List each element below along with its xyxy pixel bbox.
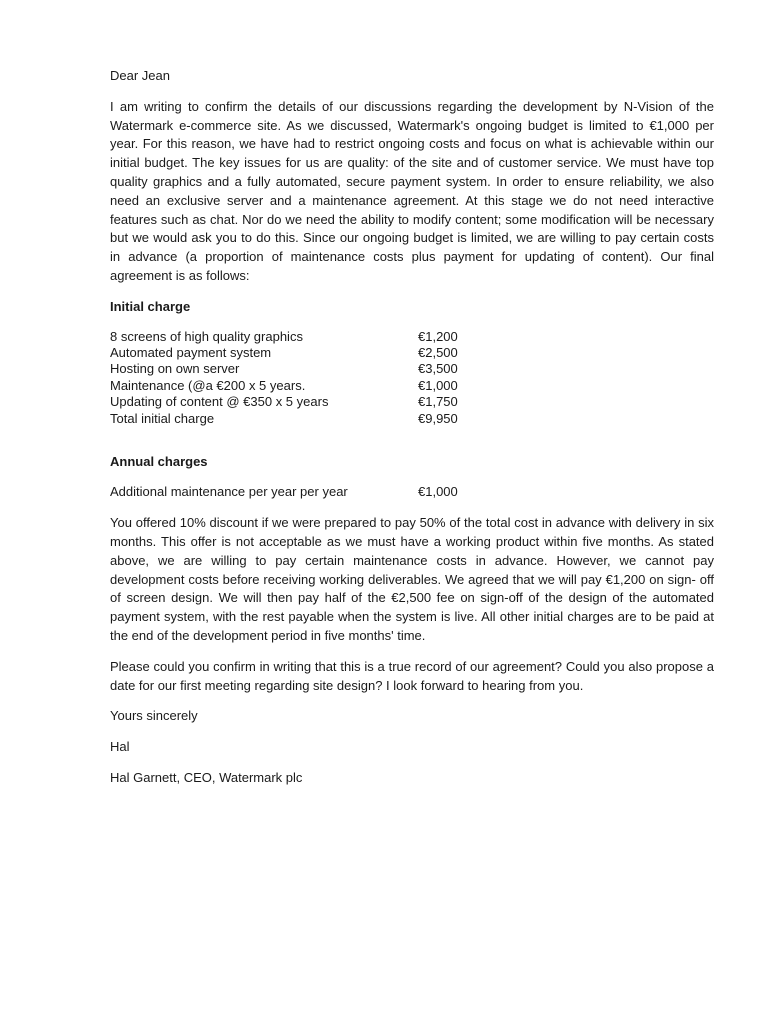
table-row [110,345,538,361]
charge-amount: €3,500 [418,361,458,377]
table-row [110,329,538,345]
charge-label: Updating of content @ €350 x 5 years [110,394,329,410]
discount-paragraph: You offered 10% discount if we were prepared to pay 50% of the total cost in advance with delivery in six months. This offer is not acceptable as we must have a working product within five months. As stated above, we are willing to pay certain maintenance costs in advance. However, we cannot pay development costs before receiving working deliverables. We agreed that we will pay €1,200 on sign- off of screen design. We will then pay half of the €2,500 fee on sign-off of the design of the automated payment system, with the rest payable when the system is live. All other initial charges are to be paid at the end of the development period in five months' time. [110,515,714,643]
salutation: Dear Jean [110,68,170,83]
charge-label: 8 screens of high quality graphics [110,328,303,344]
charge-label: Additional maintenance per year per year [110,483,348,499]
annual-charges-heading: Annual charges [110,454,208,469]
table-row [110,394,538,410]
charge-label: Automated payment system [110,344,272,360]
signature-full: Hal Garnett, CEO, Watermark plc [110,769,303,785]
closing-paragraph: Please could you confirm in writing that this is a true record of our agreement? Could you also propose a date for our first meeting regarding site design? I look forward to hearing from you. [110,658,714,693]
intro-paragraph: I am writing to confirm the details of our discussions regarding the development by N-Vision of the Watermark e-commerce site. As we discussed, Watermark's ongoing budget is limited to €1,000 per year. For this reason, we have had to restrict ongoing costs and focus on what is achievable within our initial budget. The key issues for us are quality: of the site and of customer service. We must have top quality graphics and a fully automated, secure payment system. In order to ensure reliability, we also need an exclusive server and a maintenance agreement. At this stage we do not need interactive features such as chat. Nor do we need the ability to modify content; some modification will be necessary but we would ask you to do this. Since our ongoing budget is limited, we are willing to pay certain costs in advance (a proportion of maintenance costs plus payment for updating of content). Our final agreement is as follows: [110,98,714,283]
table-row [110,484,538,500]
table-row [110,411,538,427]
table-row [110,378,538,394]
annual-charges-table [110,484,538,500]
charge-amount: €1,000 [418,483,458,499]
total-amount: €9,950 [418,410,458,426]
charge-amount: €1,200 [418,328,458,344]
signature-name: Hal [110,739,130,755]
spacer [110,427,714,453]
charge-label: Maintenance (@a €200 x 5 years. [110,377,306,393]
charge-amount: €1,000 [418,377,458,393]
initial-charges-table [110,329,538,427]
charge-amount: €1,750 [418,394,458,410]
initial-charge-heading: Initial charge [110,298,191,314]
letter-page [110,67,714,800]
valediction: Yours sincerely [110,708,198,724]
charge-amount: €2,500 [418,344,458,360]
total-label: Total initial charge [110,410,215,426]
table-row [110,361,538,377]
charge-label: Hosting on own server [110,361,240,377]
